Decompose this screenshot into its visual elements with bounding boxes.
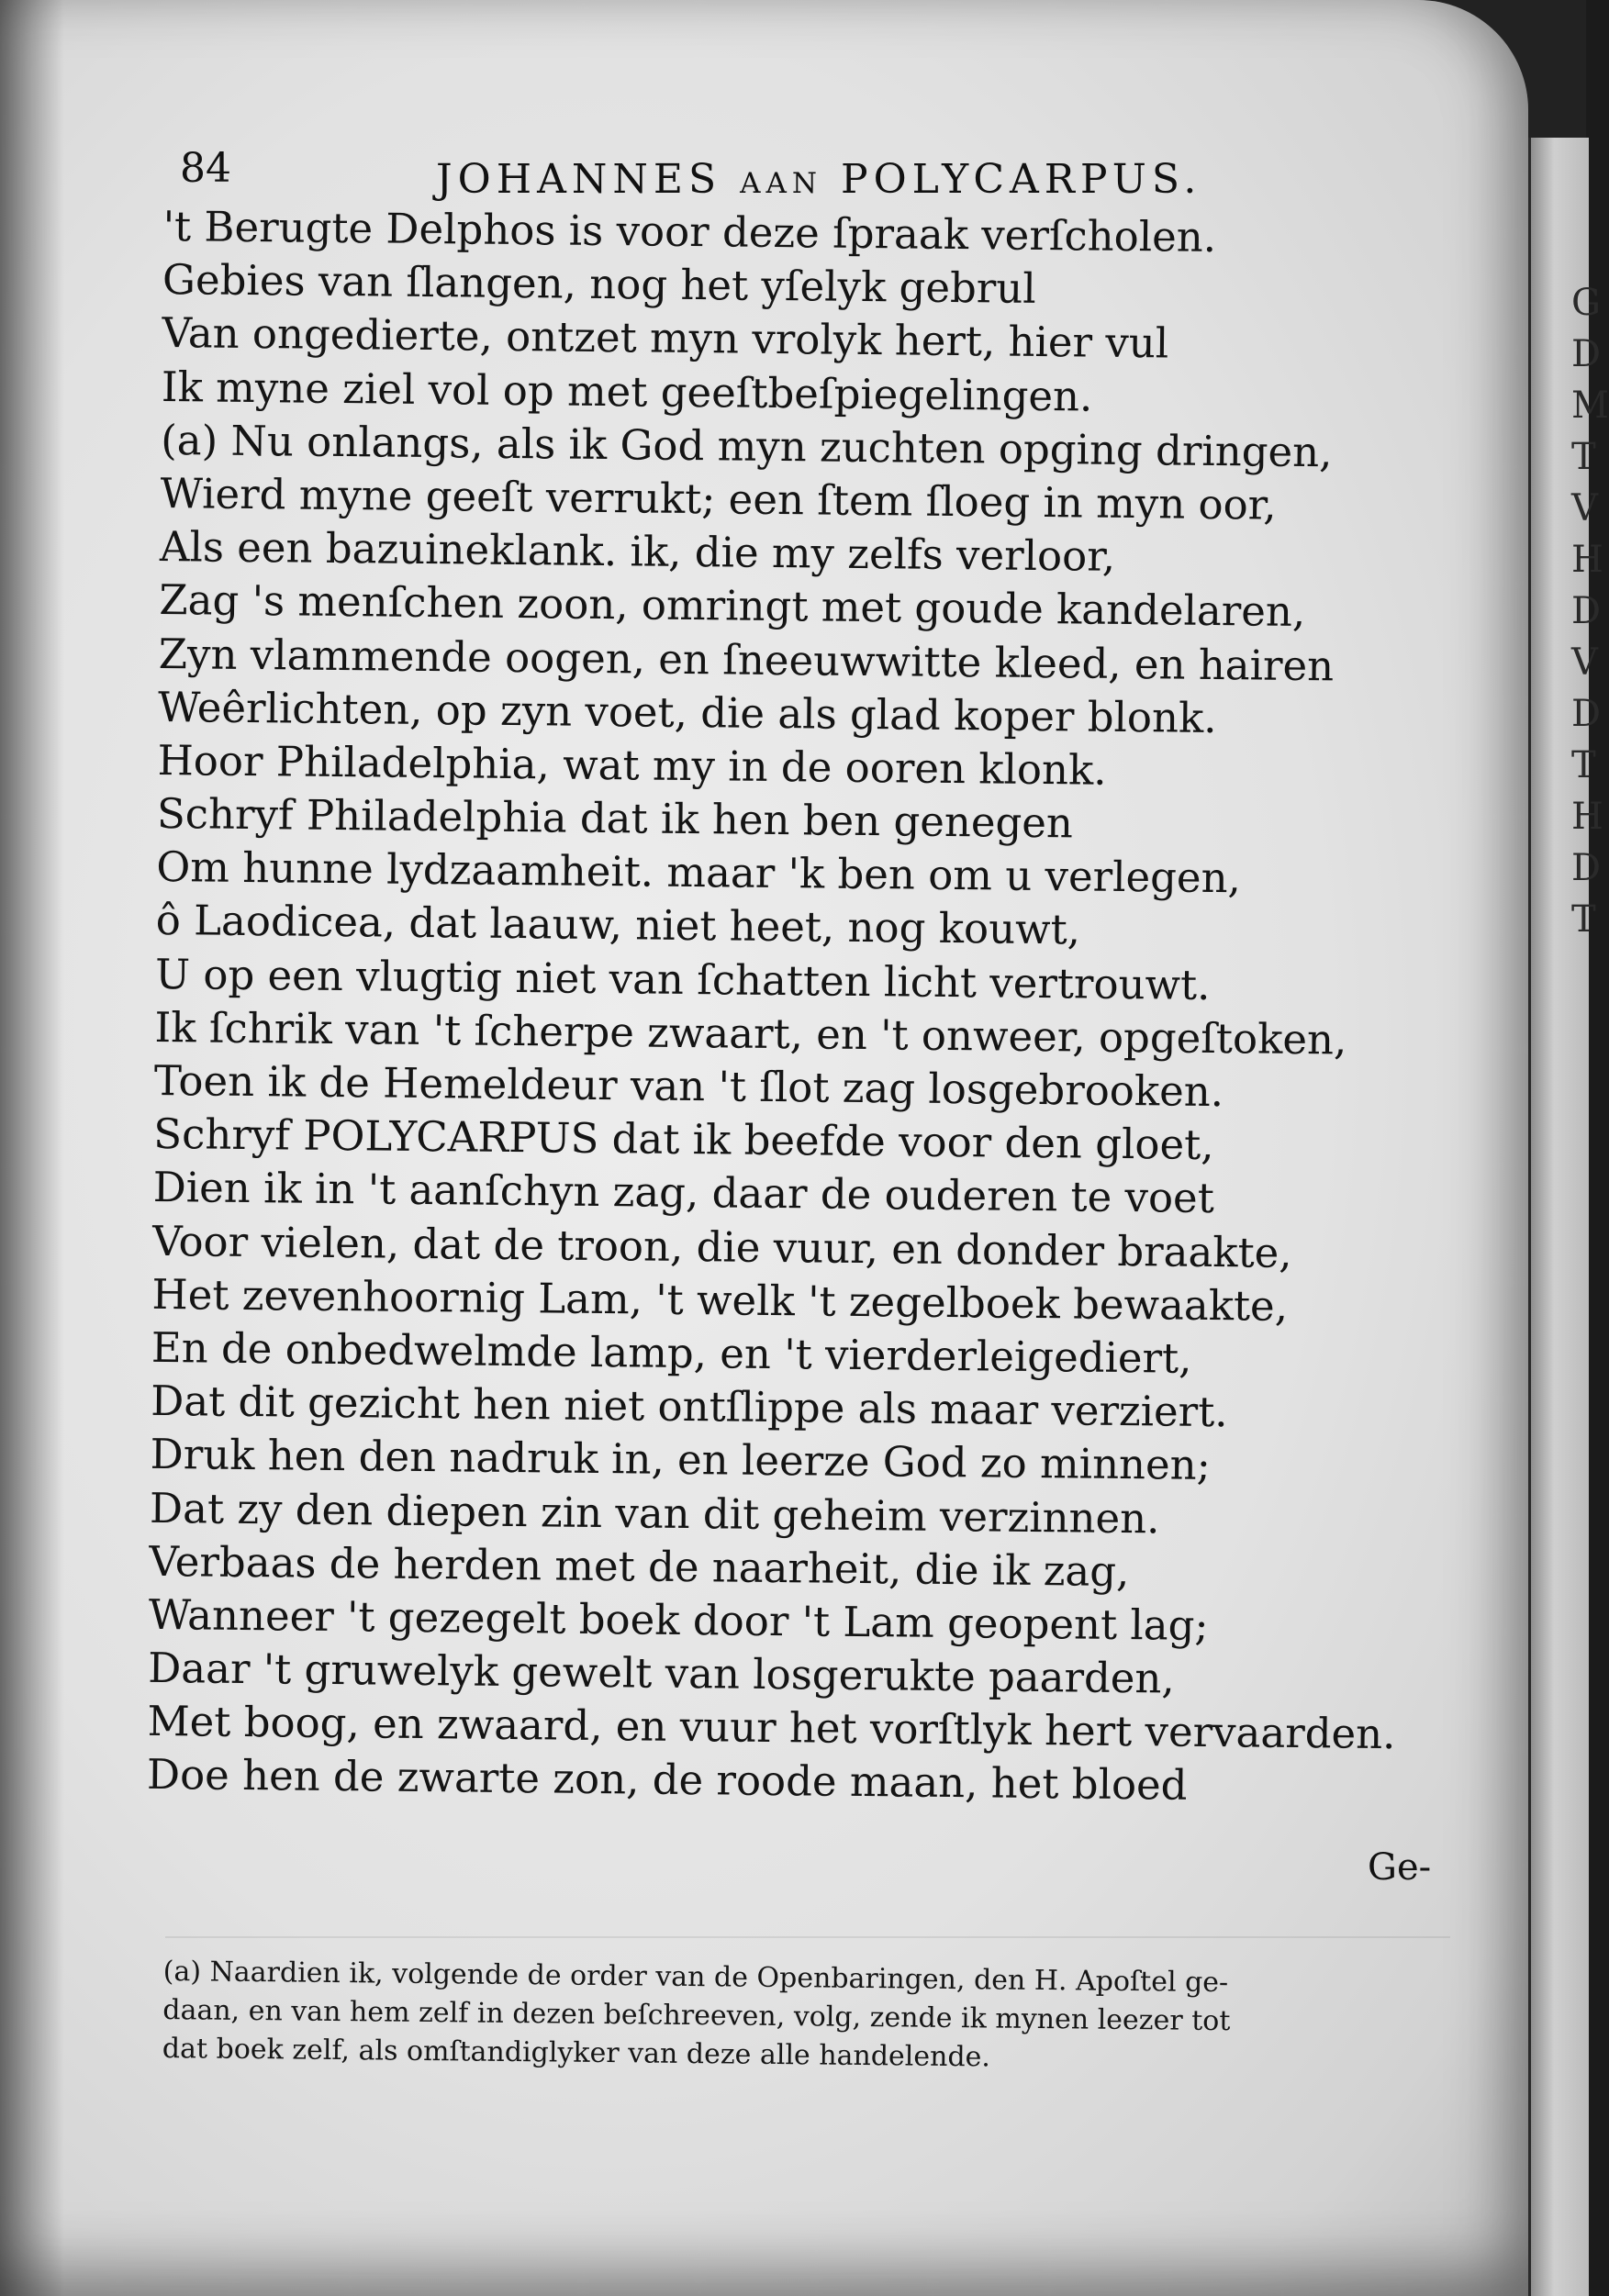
facing-page-letter: D	[1571, 590, 1602, 632]
poem-line: Weêrlichten, op zyn voet, die als glad koper blonk.	[157, 682, 1217, 742]
footnote	[162, 1953, 1467, 2082]
facing-page-edge	[1528, 138, 1609, 2296]
poem-line: Wanneer 't gezegelt boek door 't Lam geopent lag;	[148, 1589, 1209, 1650]
poem-line: Ik myne ziel vol op met geeſtbeſpiegelingen.	[161, 362, 1093, 421]
poem-line: Verbaas de herden met de naarheit, die ik zag,	[149, 1536, 1130, 1596]
poem-line: Zyn vlammende oogen, en ſneeuwwitte kleed, en hairen	[158, 629, 1335, 690]
facing-page-letter: V	[1571, 641, 1598, 684]
poem-line: Doe hen de zwarte zon, de roode maan, het bloed	[146, 1750, 1188, 1811]
poem-line: Daar 't gruwelyk gewelt van losgerukte paarden,	[147, 1643, 1176, 1703]
poem-line: En de onbedwelmde lamp, en 't vierderleigediert,	[151, 1322, 1192, 1383]
poem-line: Dat dit gezicht hen niet ontſlippe als maar verziert.	[151, 1376, 1228, 1437]
poem-line: Ik ſchrik van 't ſcherpe zwaart, en 't onweer, opgeſtoken,	[154, 1002, 1347, 1064]
facing-page-letter: M	[1571, 385, 1609, 427]
poem-line: Van ongedierte, ontzet myn vrolyk hert, hier vul	[162, 308, 1169, 368]
poem-line: Druk hen den nadruk in, en leerze God zo minnen;	[150, 1430, 1212, 1490]
facing-page-letter: D	[1571, 333, 1602, 375]
facing-page-letter: T	[1571, 744, 1596, 786]
poem-line: Gebies van ſlangen, nog het yſelyk gebrul	[162, 255, 1036, 314]
poem-line: Voor vielen, dat de troon, die vuur, en donder braakte,	[151, 1216, 1292, 1277]
poem-line: Dien ik in 't aanſchyn zag, daar de ouderen te voet	[152, 1163, 1215, 1223]
poem-line: Zag 's menſchen zoon, omringt met goude kandelaren,	[159, 575, 1306, 637]
page-number: 84	[180, 145, 231, 192]
footnote-divider	[165, 1936, 1450, 1938]
facing-page-letter: T	[1571, 898, 1596, 941]
facing-page-letter: D	[1571, 847, 1602, 889]
poem-line: Schryf Philadelphia dat ik hen ben genegen	[156, 789, 1074, 848]
poem-line: (a) Nu onlangs, als ik God myn zuchten opging dringen,	[160, 415, 1333, 477]
poem-line: Wierd myne geeſt verrukt; een ſtem ſloeg in myn oor,	[160, 468, 1277, 529]
poem-line: Met boog, en zwaard, en vuur het vorſtlyk hert vervaarden.	[147, 1697, 1396, 1759]
facing-page-letter: H	[1571, 796, 1603, 838]
facing-page-letter: T	[1571, 436, 1596, 478]
running-head: JOHANNES aan POLYCARPUS.	[436, 156, 1202, 203]
poem-line: Hoor Philadelphia, wat my in de ooren klonk.	[157, 735, 1107, 795]
poem-line: Als een bazuineklank. ik, die my zelfs verloor,	[159, 522, 1116, 582]
facing-page-letter: V	[1571, 487, 1598, 529]
facing-page-letter: H	[1571, 539, 1603, 581]
poem-line: 't Berugte Delphos is voor deze ſpraak verſcholen.	[162, 201, 1217, 262]
footnote-line: (a) Naardien ik, volgende de order van de Openbaringen, den H. Apoſtel ge-	[162, 1955, 1229, 2000]
facing-page-letter: D	[1571, 693, 1602, 735]
poem-text	[147, 200, 1448, 1815]
footnote-line: dat boek zelf, als omſtandiglyker van deze alle handelende.	[162, 2032, 991, 2074]
poem-line: Toen ik de Hemeldeur van 't ſlot zag losgebrooken.	[153, 1055, 1224, 1117]
poem-line: U op een vlugtig niet van ſchatten licht vertrouwt.	[154, 949, 1211, 1009]
footnote-line: daan, en van hem zelf in dezen beſchreeven, volg, zende ik mynen leezer tot	[162, 1993, 1231, 2038]
catchword: Ge-	[1368, 1846, 1432, 1889]
poem-line: Schryf POLYCARPUS dat ik beefde voor den gloet,	[153, 1109, 1214, 1170]
poem-line: Om hunne lydzaamheit. maar 'k ben om u verlegen,	[156, 842, 1242, 903]
poem-line: Het zevenhoornig Lam, 't welk 't zegelboek bewaakte,	[151, 1269, 1289, 1331]
poem-line: Dat zy den diepen zin van dit geheim verzinnen.	[149, 1483, 1160, 1543]
facing-page-letter: G	[1571, 282, 1601, 324]
poem-line: ô Laodicea, dat laauw, niet heet, nog kouwt,	[155, 896, 1081, 954]
